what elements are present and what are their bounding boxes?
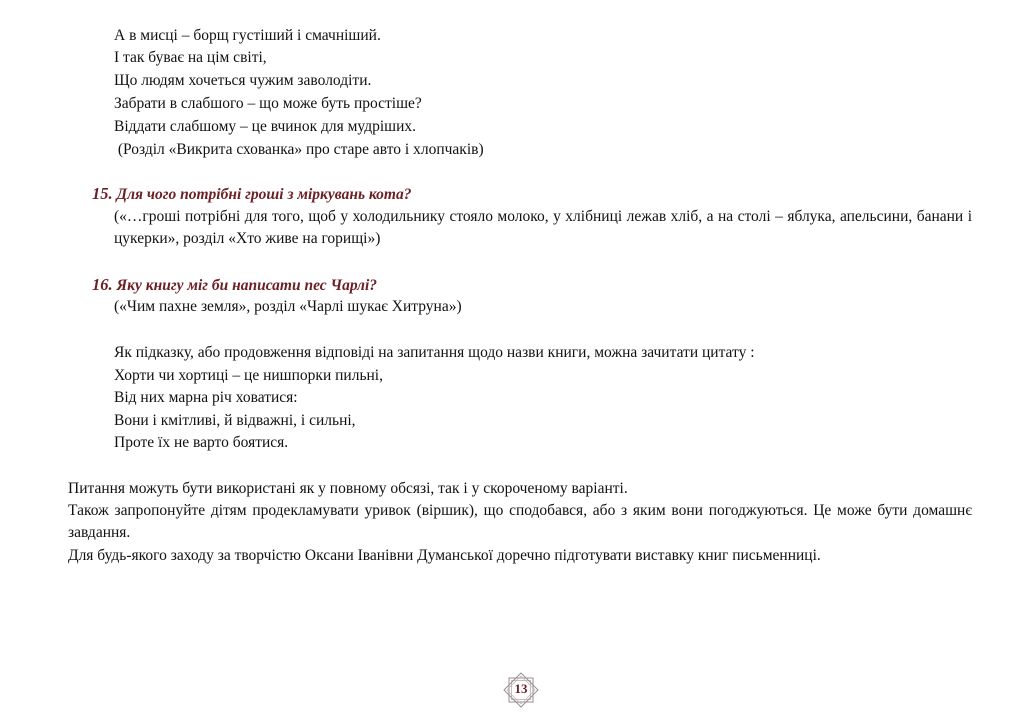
poem-line: І так буває на цім світі, — [114, 49, 267, 66]
hint-text: Як підказку, або продовження відповіді на запитання щодо назви книги, можна зачитати цитату : — [114, 344, 755, 361]
poem-line: Хорти чи хортиці – це нишпорки пильні, — [114, 367, 383, 384]
poem-line: Від них марна річ ховатися: — [114, 389, 298, 406]
poem-line: Що людям хочеться чужим заволодіти. — [114, 72, 372, 89]
closing-paragraph: Для будь-якого заходу за творчістю Оксани Іванівни Думанської доречно підготувати виставку книг письменниці. — [68, 547, 821, 564]
poem-line: Проте їх не варто боятися. — [114, 434, 289, 451]
question-text: Яку книгу міг би написати пес Чарлі? — [116, 277, 378, 294]
poem-line: А в мисці – борщ густіший і смачніший. — [114, 27, 381, 44]
question-16-answer: («Чим пахне земля», розділ «Чарлі шукає Хитруна») — [114, 298, 462, 315]
poem-line: Вони і кмітливі, й відважні, і сильні, — [114, 412, 356, 429]
question-text: Для чого потрібні гроші з міркувань кота? — [116, 186, 412, 203]
page-number-badge — [502, 671, 540, 709]
closing-paragraph: Питання можуть бути використані як у повному обсязі, так і у скороченому варіанті. — [68, 480, 628, 497]
poem-line: Віддати слабшому – це вчинок для мудріших. — [114, 118, 416, 135]
question-number: 16. — [92, 275, 113, 294]
poem-line: Забрати в слабшого – що може буть простіше? — [114, 95, 422, 112]
poem-source: (Розділ «Викрита схованка» про старе авто і хлопчаків) — [114, 141, 484, 158]
question-15-answer: («…гроші потрібні для того, щоб у холодильнику стояло молоко, у хлібниці лежав хліб, а на столі – яблука, апельсини, банани і цукерки», розділ «Хто живе на горищі») — [114, 208, 972, 247]
question-number: 15. — [92, 184, 113, 203]
closing-paragraph: Також запропонуйте дітям продекламувати уривок (віршик), що сподобався, або з яким вони погоджуються. Це може бути домашнє завдання. — [68, 502, 972, 541]
question-16-heading — [92, 274, 377, 297]
question-15-heading — [92, 183, 412, 206]
page-number: 13 — [514, 681, 528, 696]
